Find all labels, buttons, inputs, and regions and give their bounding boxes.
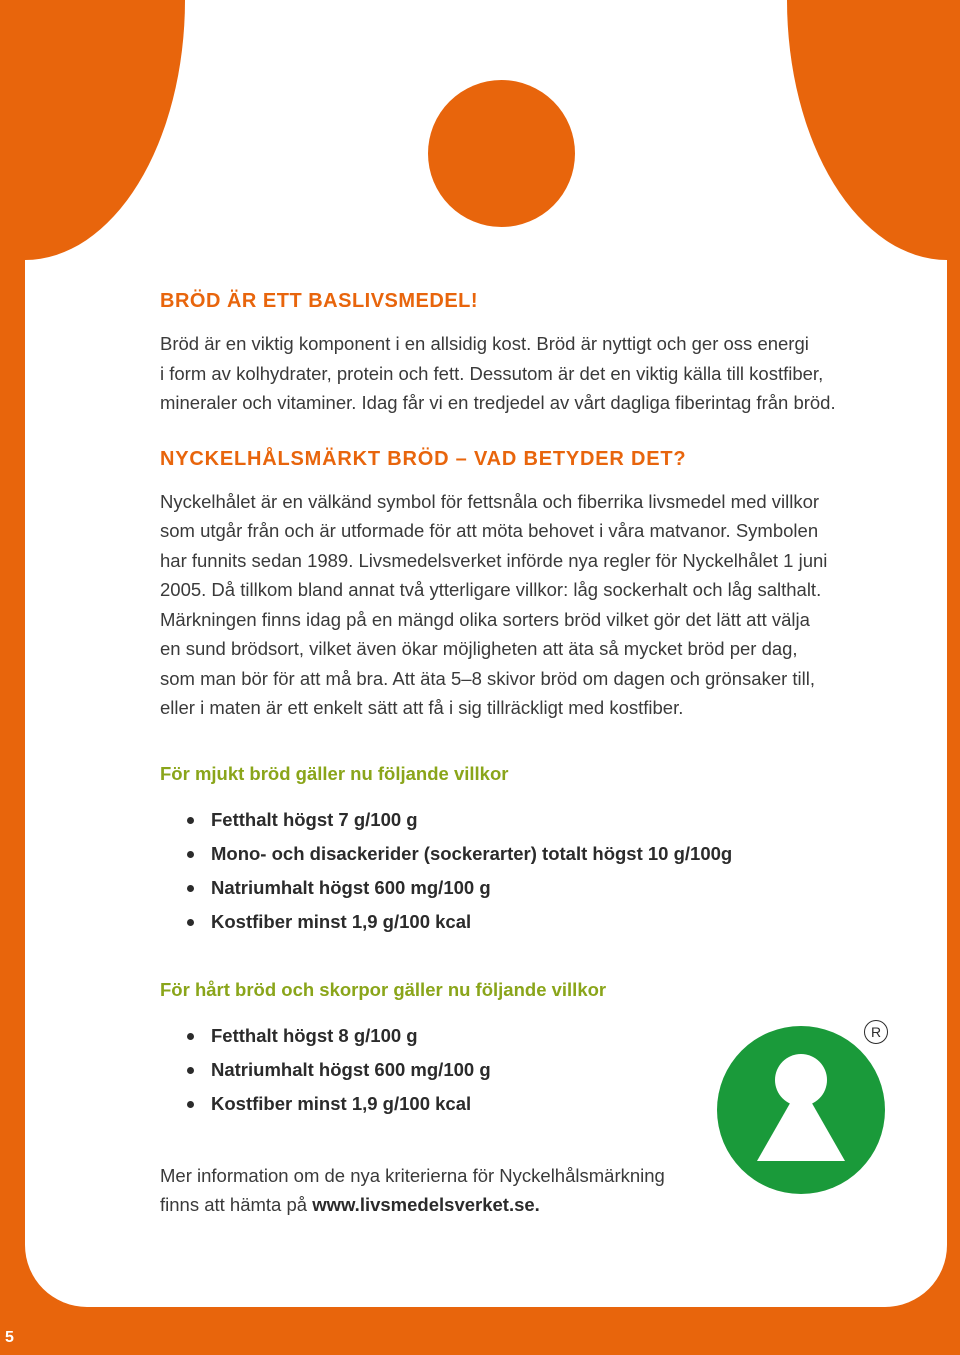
decorative-orange-circle xyxy=(428,80,575,227)
paragraph-line: 2005. Då tillkom bland annat två ytterligare villkor: låg sockerhalt och låg salthalt. xyxy=(160,579,822,600)
list-item: Natriumhalt högst 600 mg/100 g xyxy=(160,1053,880,1087)
intro-line: Bröd är en viktig komponent i en allsidig kost. Bröd är nyttigt och ger oss energi xyxy=(160,333,809,354)
heading-baslivsmedel: BRÖD ÄR ETT BASLIVSMEDEL! xyxy=(160,290,479,312)
nyckelhal-logo-icon xyxy=(717,1026,885,1194)
paragraph-line: Märkningen finns idag på en mängd olika sorters bröd vilket gör det lätt att välja xyxy=(160,608,810,630)
page-number: 5 xyxy=(5,1329,14,1346)
panel-top-right-curve xyxy=(787,0,947,260)
paragraph-line: som utgår från och är utformade för att möta behovet i våra matvanor. Symbolen xyxy=(160,520,819,541)
paragraph-line: en sund brödsort, vilket även ökar möjligheten att äta så mycket bröd per dag, xyxy=(160,638,798,659)
nyckelhal-paragraph xyxy=(160,487,880,723)
heading-hard-bread: För hårt bröd och skorpor gäller nu följande villkor xyxy=(160,978,607,1000)
paragraph-line: eller i maten är ett enkelt sätt att få i sig tillräckligt med kostfiber. xyxy=(160,697,684,718)
heading-soft-bread: För mjukt bröd gäller nu följande villkor xyxy=(160,762,509,784)
soft-bread-criteria-list xyxy=(160,803,880,939)
list-item: Fetthalt högst 7 g/100 g xyxy=(160,803,880,837)
list-item: Fetthalt högst 8 g/100 g xyxy=(160,1019,880,1053)
website-link[interactable]: www.livsmedelsverket.se. xyxy=(312,1194,540,1215)
list-item: Kostfiber minst 1,9 g/100 kcal xyxy=(160,905,880,939)
intro-paragraph xyxy=(160,329,880,418)
more-info-line: Mer information om de nya kriterierna för Nyckelhålsmärkning xyxy=(160,1164,665,1186)
list-item: Kostfiber minst 1,9 g/100 kcal xyxy=(160,1087,880,1121)
list-item: Natriumhalt högst 600 mg/100 g xyxy=(160,871,880,905)
paragraph-line: har funnits sedan 1989. Livsmedelsverket införde nya regler för Nyckelhålet 1 juni xyxy=(160,549,828,571)
paragraph-line: som man bör för att må bra. Att äta 5–8 skivor bröd om dagen och grönsaker till, xyxy=(160,667,816,689)
intro-line: mineraler och vitaminer. Idag får vi en tredjedel av vårt dagliga fiberintag från bröd. xyxy=(160,392,836,413)
paragraph-line: Nyckelhålet är en välkänd symbol för fettsnåla och fiberrika livsmedel med villkor xyxy=(160,490,820,512)
more-info-prefix: finns att hämta på xyxy=(160,1194,313,1215)
panel-top-left-curve xyxy=(25,0,185,260)
registered-trademark-icon: R xyxy=(864,1020,888,1044)
heading-nyckelhal: NYCKELHÅLSMÄRKT BRÖD – VAD BETYDER DET? xyxy=(160,447,687,470)
list-item: Mono- och disackerider (sockerarter) totalt högst 10 g/100g xyxy=(160,837,880,871)
intro-line: i form av kolhydrater, protein och fett. Dessutom är det en viktig källa till kostfiber, xyxy=(160,362,824,384)
